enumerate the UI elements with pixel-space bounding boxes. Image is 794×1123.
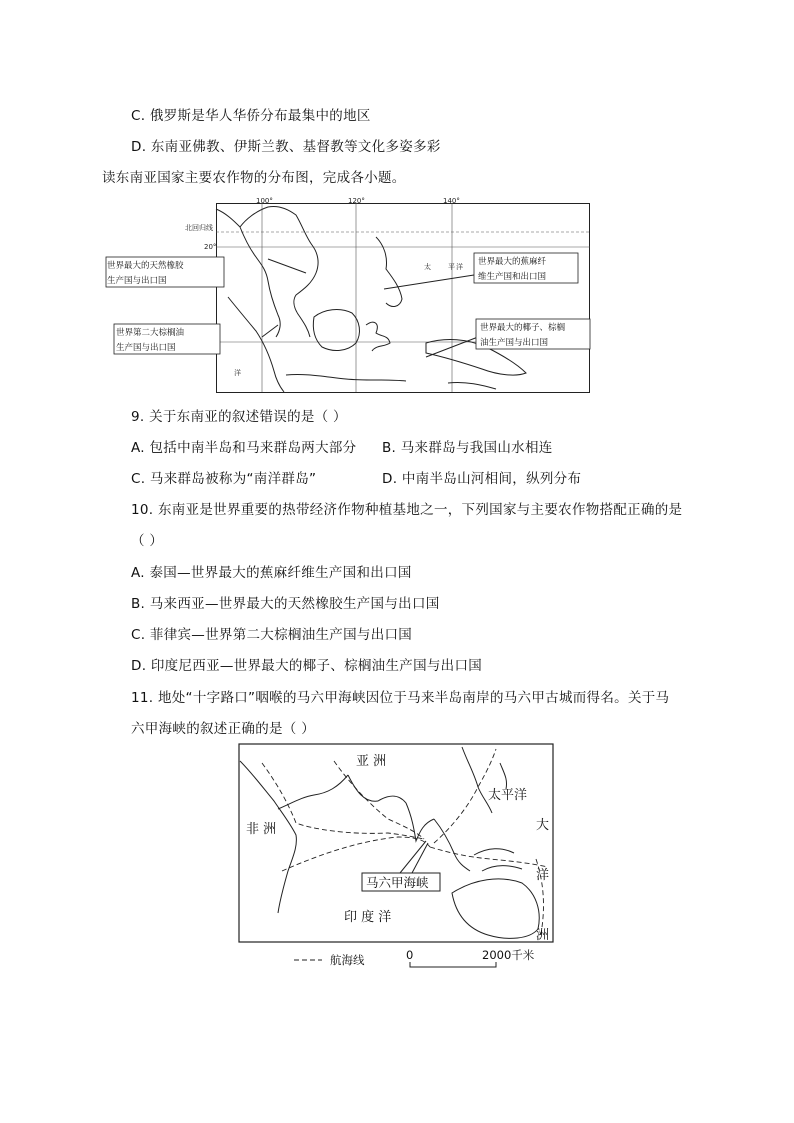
strait-label: 马六甲海峡	[366, 875, 429, 890]
question-9: 9. 关于东南亚的叙述错误的是（ ）	[131, 409, 347, 425]
tropic-label: 北回归线	[185, 224, 213, 232]
q10-option-c: C. 菲律宾—世界第二大棕榈油生产国与出口国	[131, 627, 413, 643]
pacific-label: 太平洋	[488, 788, 528, 803]
group-intro: 读东南亚国家主要农作物的分布图，完成各小题。	[102, 170, 406, 186]
question-11: 11. 地处“十字路口”咽喉的马六甲海峡因位于马来半岛南岸的马六甲古城而得名。关于马	[131, 690, 670, 706]
q10-option-d: D. 印度尼西亚—世界最大的椰子、棕榈油生产国与出口国	[131, 658, 483, 674]
q10-option-b: B. 马来西亚—世界最大的天然橡胶生产国与出口国	[131, 596, 440, 612]
map2-frame	[239, 744, 553, 942]
pacific-label-1: 太	[424, 263, 431, 271]
southeast-asia-crop-map	[185, 197, 590, 393]
label-rubber	[107, 259, 184, 289]
label-palm-line2: 生产国与出口国	[116, 343, 176, 353]
africa-label: 非 洲	[246, 822, 277, 837]
asia-label: 亚 洲	[356, 754, 387, 769]
label-abaca	[478, 255, 546, 285]
indian-ocean-label: 印 度 洋	[344, 910, 392, 925]
label-coconut	[480, 321, 565, 351]
option-d-prev: D. 东南亚佛教、伊斯兰教、基督教等文化多姿多彩	[131, 139, 441, 155]
australia-char-1: 大	[536, 818, 550, 833]
label-coconut-line2: 油生产国与出口国	[480, 338, 549, 348]
q10-option-a: A. 泰国—世界最大的蕉麻纤维生产国和出口国	[131, 565, 412, 581]
scale-bar	[410, 962, 496, 967]
label-abaca-line1: 世界最大的蕉麻纤	[478, 257, 547, 267]
malacca-strait-map	[238, 743, 556, 973]
label-rubber-line2: 生产国与出口国	[107, 276, 167, 286]
label-coconut-line1: 世界最大的椰子、棕榈	[480, 323, 566, 333]
scale-distance: 2000千米	[482, 948, 535, 962]
question-10-paren: （ ）	[131, 533, 164, 549]
lon-140-label: 140°	[443, 197, 460, 205]
q9-option-b: B. 马来群岛与我国山水相连	[382, 440, 553, 456]
lon-100-label: 100°	[256, 197, 273, 205]
q9-option-c: C. 马来群岛被称为“南洋群岛”	[131, 471, 317, 487]
australia-char-2: 洋	[536, 868, 550, 883]
australia-char-3: 洲	[536, 928, 550, 943]
label-palm-second	[116, 326, 184, 356]
lat-20-label: 20°	[204, 243, 217, 251]
label-rubber-line1: 世界最大的天然橡胶	[107, 261, 184, 271]
q9-option-d: D. 中南半岛山河相间，纵列分布	[382, 471, 582, 487]
pacific-label-2: 平	[448, 263, 455, 271]
pacific-label-3: 洋	[456, 263, 463, 271]
lon-120-label: 120°	[348, 197, 365, 205]
q9-option-a: A. 包括中南半岛和马来群岛两大部分	[131, 440, 357, 456]
label-palm-line1: 世界第二大棕榈油	[116, 328, 185, 338]
question-10: 10. 东南亚是世界重要的热带经济作物种植基地之一，下列国家与主要农作物搭配正确的是	[131, 502, 683, 518]
scale-zero: 0	[406, 948, 414, 962]
label-abaca-line2: 维生产国和出口国	[478, 272, 547, 282]
indian-label: 洋	[234, 369, 241, 377]
legend-route-label: 航海线	[330, 953, 365, 967]
option-c-prev: C. 俄罗斯是华人华侨分布最集中的地区	[131, 108, 371, 124]
question-11-cont: 六甲海峡的叙述正确的是（ ）	[131, 721, 315, 737]
